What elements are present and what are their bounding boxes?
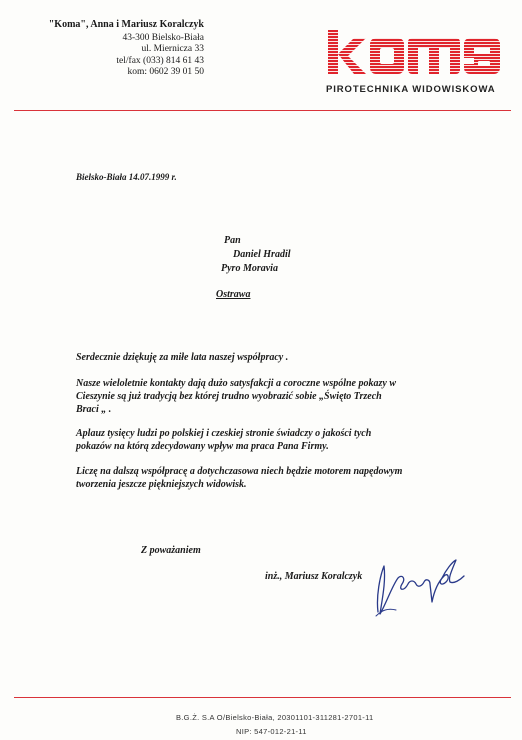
body-paragraph-2-line-2: Cieszynie są już tradycją bez której trudno wyobrazić sobie „Święto Trzech (76, 391, 382, 402)
recipient-name: Daniel Hradil (233, 249, 291, 260)
recipient-city: Ostrawa (216, 289, 251, 300)
logo-tagline: PIROTECHNIKA WIDOWISKOWA (326, 84, 496, 95)
footer-nip: NIP: 547-012-21-11 (236, 727, 307, 736)
closing-regards: Z poważaniem (141, 545, 201, 556)
body-paragraph-3 (76, 427, 371, 453)
body-paragraph-3-line-2: pokazów na którą zdecydowany wpływ ma praca Pana Firmy. (76, 441, 329, 452)
koma-logo (326, 30, 502, 80)
sender-address-block (0, 19, 204, 79)
handwritten-signature (372, 552, 468, 618)
sender-address-line-2: ul. Miernicza 33 (141, 44, 204, 55)
body-paragraph-2 (76, 377, 396, 416)
body-paragraph-4-line-1: Liczę na dalszą współpracę a dotychczasowa niech będzie motorem napędowym (76, 466, 403, 477)
body-paragraph-2-line-3: Braci „ . (76, 404, 112, 415)
footer-bank-account: B.G.Ż. S.A O/Bielsko-Biała, 20301101-311281-2701-11 (176, 713, 374, 722)
body-paragraph-3-line-1: Aplauz tysięcy ludzi po polskiej i czeskiej stronie świadczy o jakości tych (76, 428, 372, 439)
sender-name: "Koma", Anna i Mariusz Koralczyk (48, 19, 204, 30)
letter-date: Bielsko-Biała 14.07.1999 r. (76, 172, 177, 182)
body-paragraph-4-line-2: tworzenia jeszcze piękniejszych widowisk. (76, 479, 247, 490)
sender-address-line-1: 43-300 Bielsko-Biała (122, 32, 204, 43)
body-paragraph-2-line-1: Nasze wieloletnie kontakty dają dużo satysfakcji a coroczne wspólne pokazy w (76, 378, 396, 389)
body-paragraph-1: Serdecznie dziękuję za miłe lata naszej współpracy . (76, 352, 289, 363)
sender-mobile: kom: 0602 39 01 50 (127, 67, 204, 78)
header-divider (14, 110, 511, 111)
recipient-company: Pyro Moravia (221, 263, 278, 274)
body-paragraph-4 (76, 465, 402, 491)
footer-divider (14, 697, 511, 698)
sender-phone: tel/fax (033) 814 61 43 (116, 55, 204, 66)
signatory-name: inż., Mariusz Koralczyk (265, 571, 363, 582)
recipient-salutation: Pan (224, 235, 241, 246)
